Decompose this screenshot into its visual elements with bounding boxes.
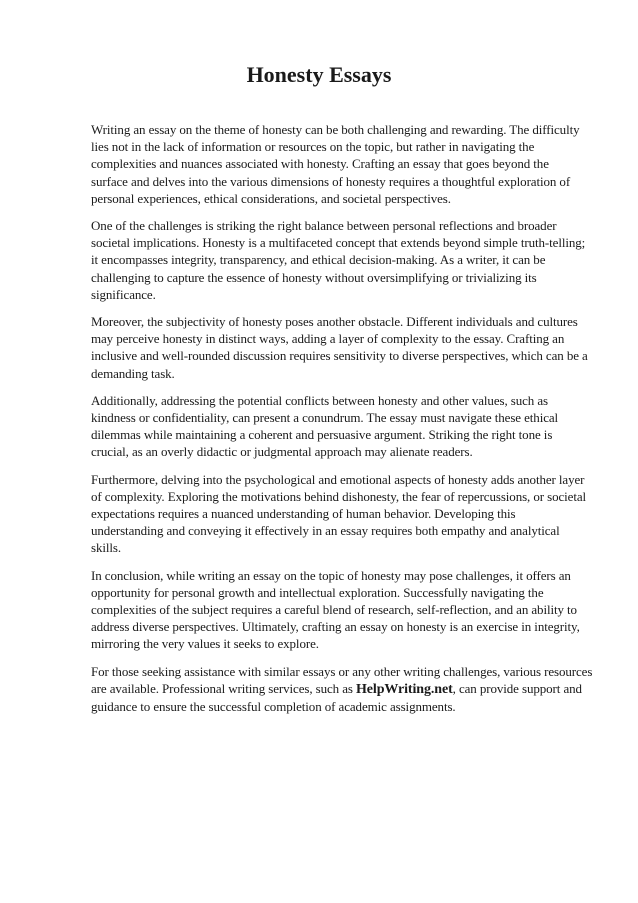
closing-paragraph bbox=[91, 663, 603, 716]
closing-text-after: , can provide support and guidance to ensure the successful completion of academic assignments. bbox=[91, 680, 582, 715]
paragraph-5: Furthermore, delving into the psychological and emotional aspects of honesty adds another layer of complexity. Exploring the motivations behind dishonesty, the fear of repercussions, or societal expectations requires a nuanced understanding of human behavior. Developing this understanding and conveying it effectively in an essay requires both empathy and analytical skills. bbox=[91, 471, 587, 556]
paragraph-2: One of the challenges is striking the right balance between personal reflections and broader societal implications. Honesty is a multifaceted concept that extends beyond simple truth-telling; it encompasses integrity, transparency, and ethical decision-making. As a writer, it can be challenging to capture the essence of honesty without oversimplifying or trivializing its significance. bbox=[91, 218, 586, 302]
paragraph-4: Additionally, addressing the potential conflicts between honesty and other values, such as kindness or confidentiality, can present a conundrum. The essay must navigate these ethical dilemmas while maintaining a coherent and persuasive argument. Striking the right tone is crucial, as an overly didactic or judgmental approach may alienate readers. bbox=[91, 392, 559, 460]
essay-body bbox=[91, 121, 603, 725]
helpwriting-link[interactable]: HelpWriting.net bbox=[356, 681, 453, 697]
closing-text-before: For those seeking assistance with similar essays or any other writing challenges, various resources are available. Professional writing services, such as bbox=[91, 663, 593, 696]
paragraph-1: Writing an essay on the theme of honesty can be both challenging and rewarding. The difficulty lies not in the lack of information or resources on the topic, but rather in navigating the complexities and nuances associated with honesty. Crafting an essay that goes beyond the surface and delves into the various dimensions of honesty requires a thoughtful exploration of personal experiences, ethical considerations, and societal perspectives. bbox=[91, 122, 580, 206]
paragraph-6: In conclusion, while writing an essay on the topic of honesty may pose challenges, it offers an opportunity for personal growth and intellectual exploration. Successfully navigating the complexities of the subject requires a careful blend of research, self-reflection, and an ability to address diverse perspectives. Ultimately, crafting an essay on honesty is an exercise in integrity, mirroring the very values it seeks to explore. bbox=[91, 567, 580, 652]
paragraph-3: Moreover, the subjectivity of honesty poses another obstacle. Different individuals and cultures may perceive honesty in distinct ways, adding a layer of complexity to the essay. Crafting an inclusive and well-rounded discussion requires sensitivity to diverse perspectives, which can be a demanding task. bbox=[91, 314, 588, 381]
page-title: Honesty Essays bbox=[246, 62, 392, 87]
